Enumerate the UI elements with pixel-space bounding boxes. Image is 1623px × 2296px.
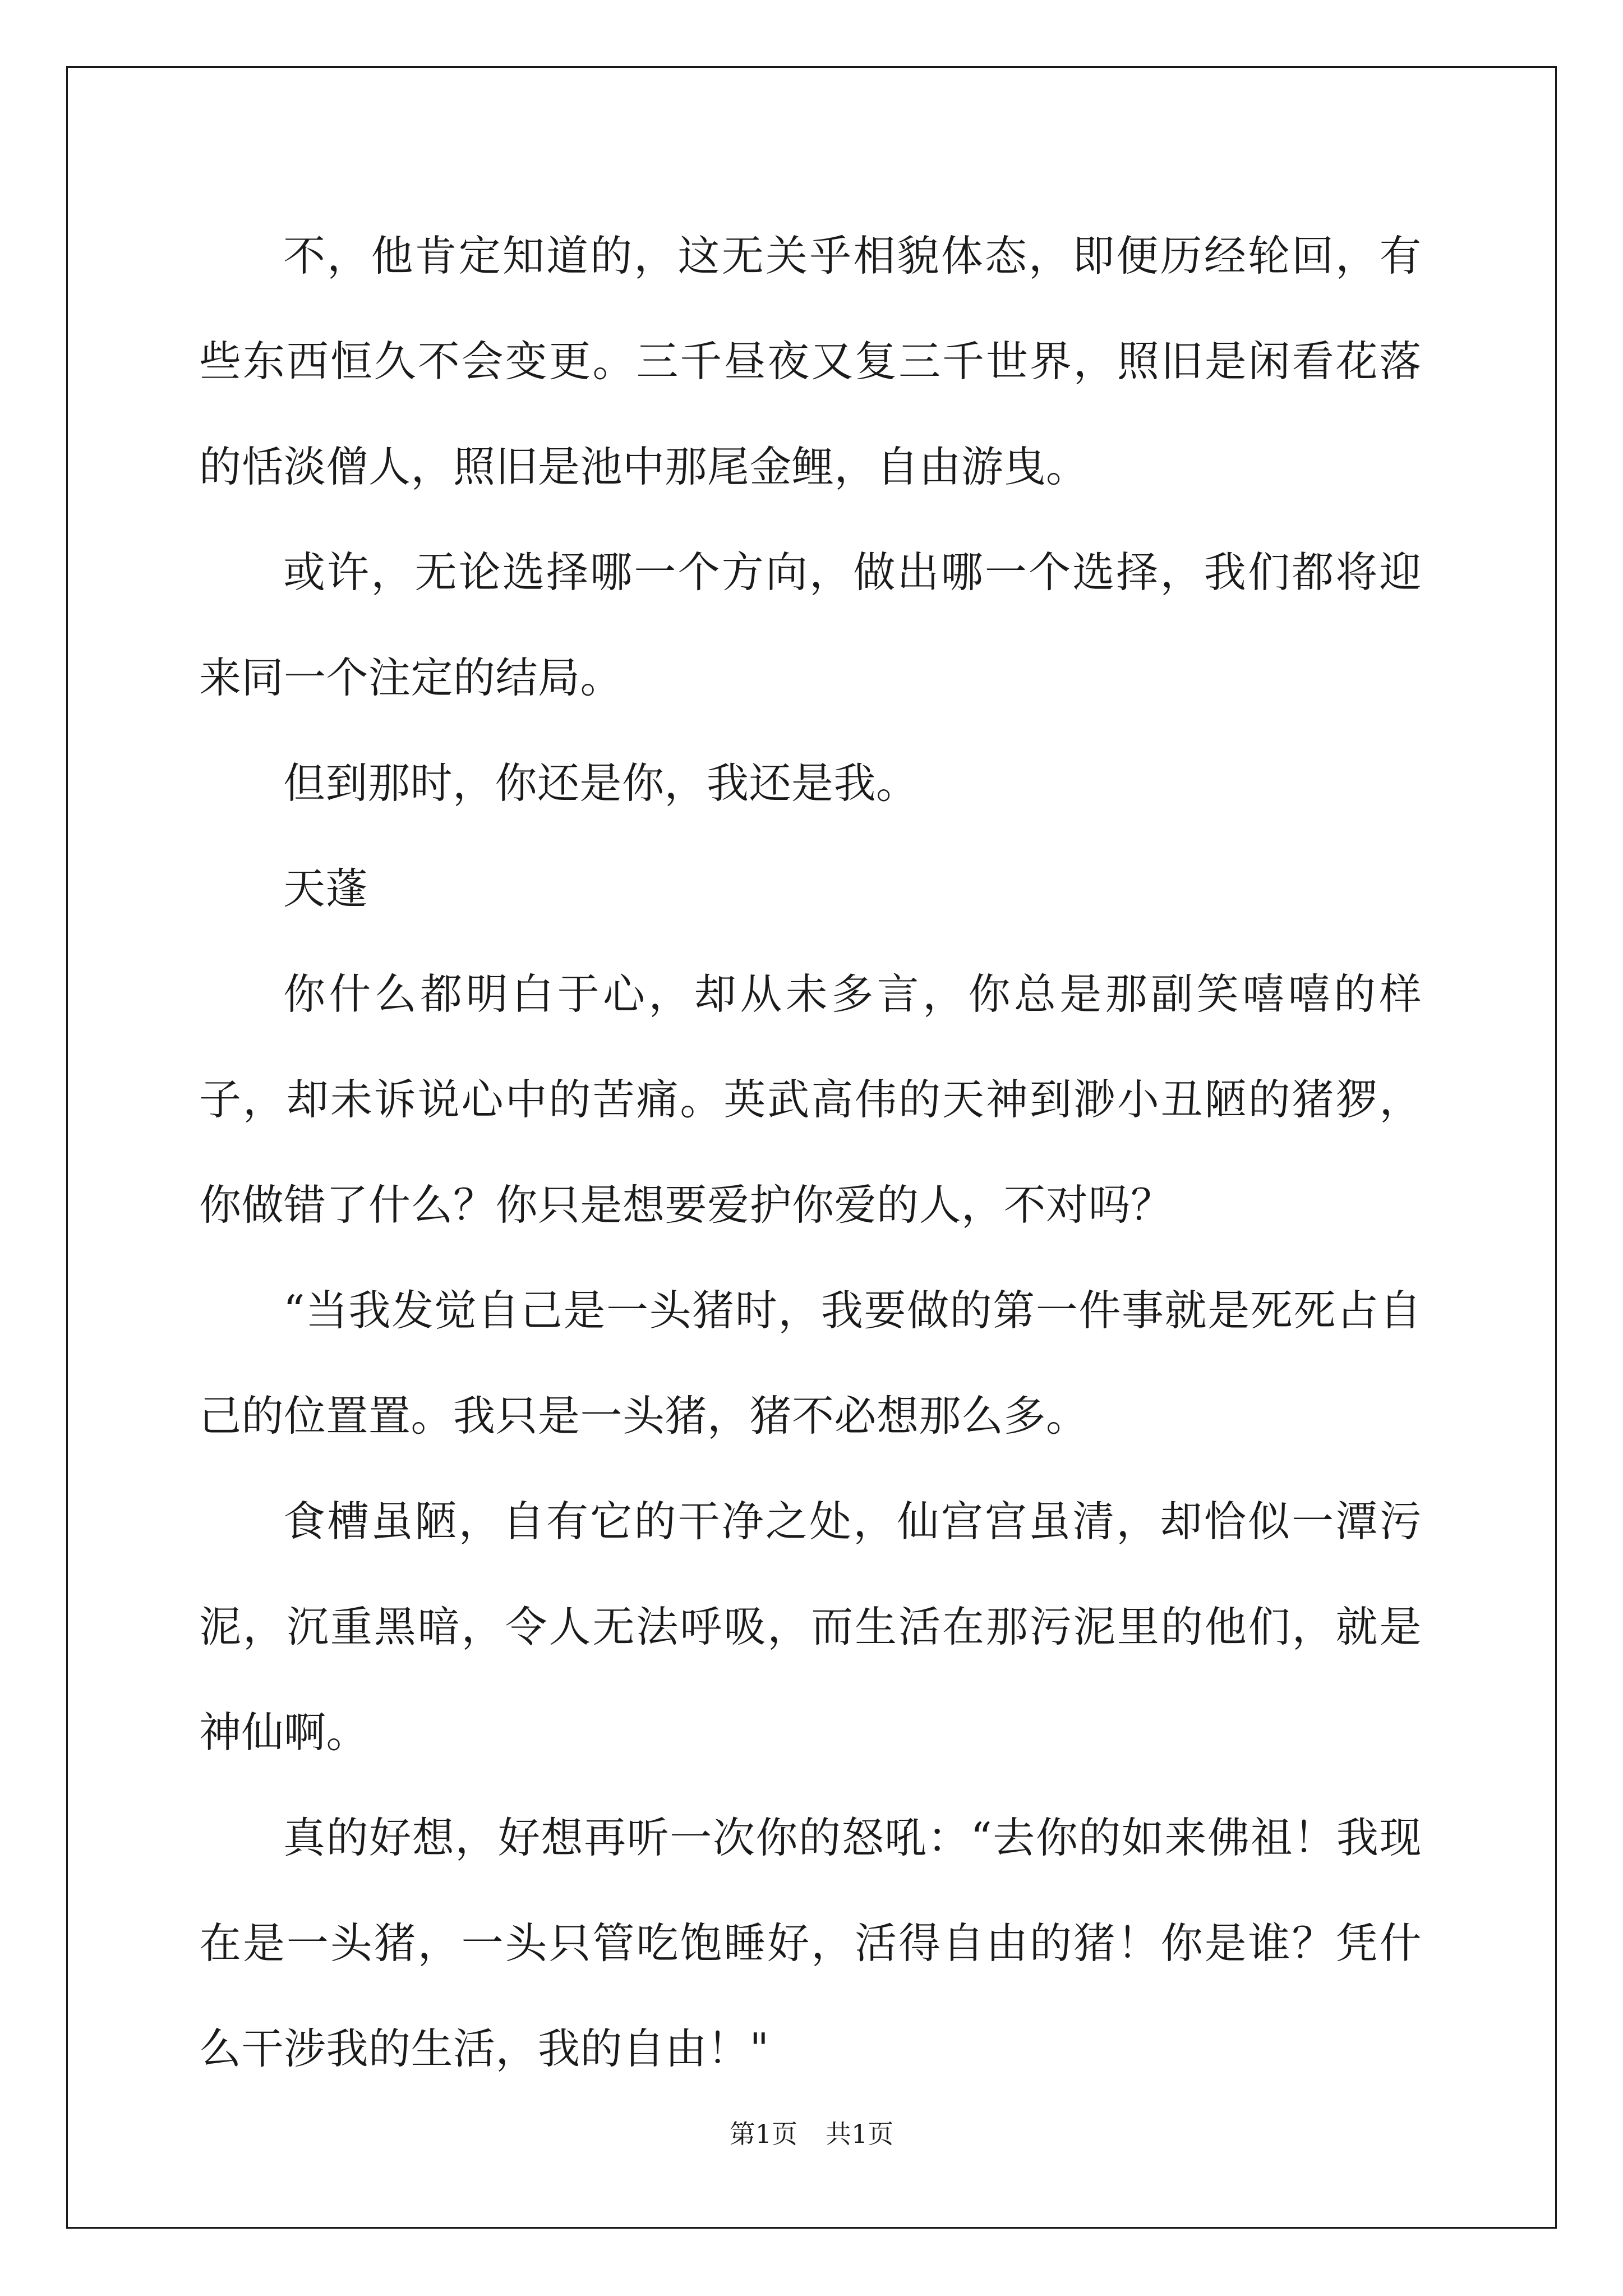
paragraph: 真的好想，好想再听一次你的怒吼：“去你的如来佛祖！我现在是一头猪，一头只管吃饱睡好，活得自由的猪！你是谁？凭什么干涉我的生活，我的自由！" (199, 1813, 1422, 2073)
page-footer (0, 2114, 1623, 2151)
paragraph: 食槽虽陋，自有它的干净之处，仙宫宫虽清，却恰似一潭污泥，沉重黑暗，令人无法呼吸，而生活在那污泥里的他们，就是神仙啊。 (199, 1497, 1422, 1757)
paragraph: 你什么都明白于心，却从未多言，你总是那副笑嘻嘻的样子，却未诉说心中的苦痛。英武高伟的天神到渺小丑陋的猪猡，你做错了什么？你只是想要爱护你爱的人，不对吗？ (199, 969, 1422, 1230)
section-heading: 天蓬 (283, 864, 368, 913)
page-number: 第1页 (729, 2119, 797, 2149)
document-body (199, 203, 1422, 2101)
page-total: 共1页 (826, 2119, 894, 2149)
paragraph: “当我发觉自己是一头猪时，我要做的第一件事就是死死占自己的位置置。我只是一头猪，猪不必想那么多。 (199, 1286, 1422, 1441)
paragraph: 但到那时，你还是你，我还是我。 (283, 758, 919, 808)
paragraph: 不，他肯定知道的，这无关乎相貌体态，即便历经轮回，有些东西恒久不会变更。三千昼夜又复三千世界，照旧是闲看花落的恬淡僧人，照旧是池中那尾金鲤，自由游曳。 (199, 231, 1422, 491)
paragraph: 或许，无论选择哪一个方向，做出哪一个选择，我们都将迎来同一个注定的结局。 (199, 547, 1422, 702)
